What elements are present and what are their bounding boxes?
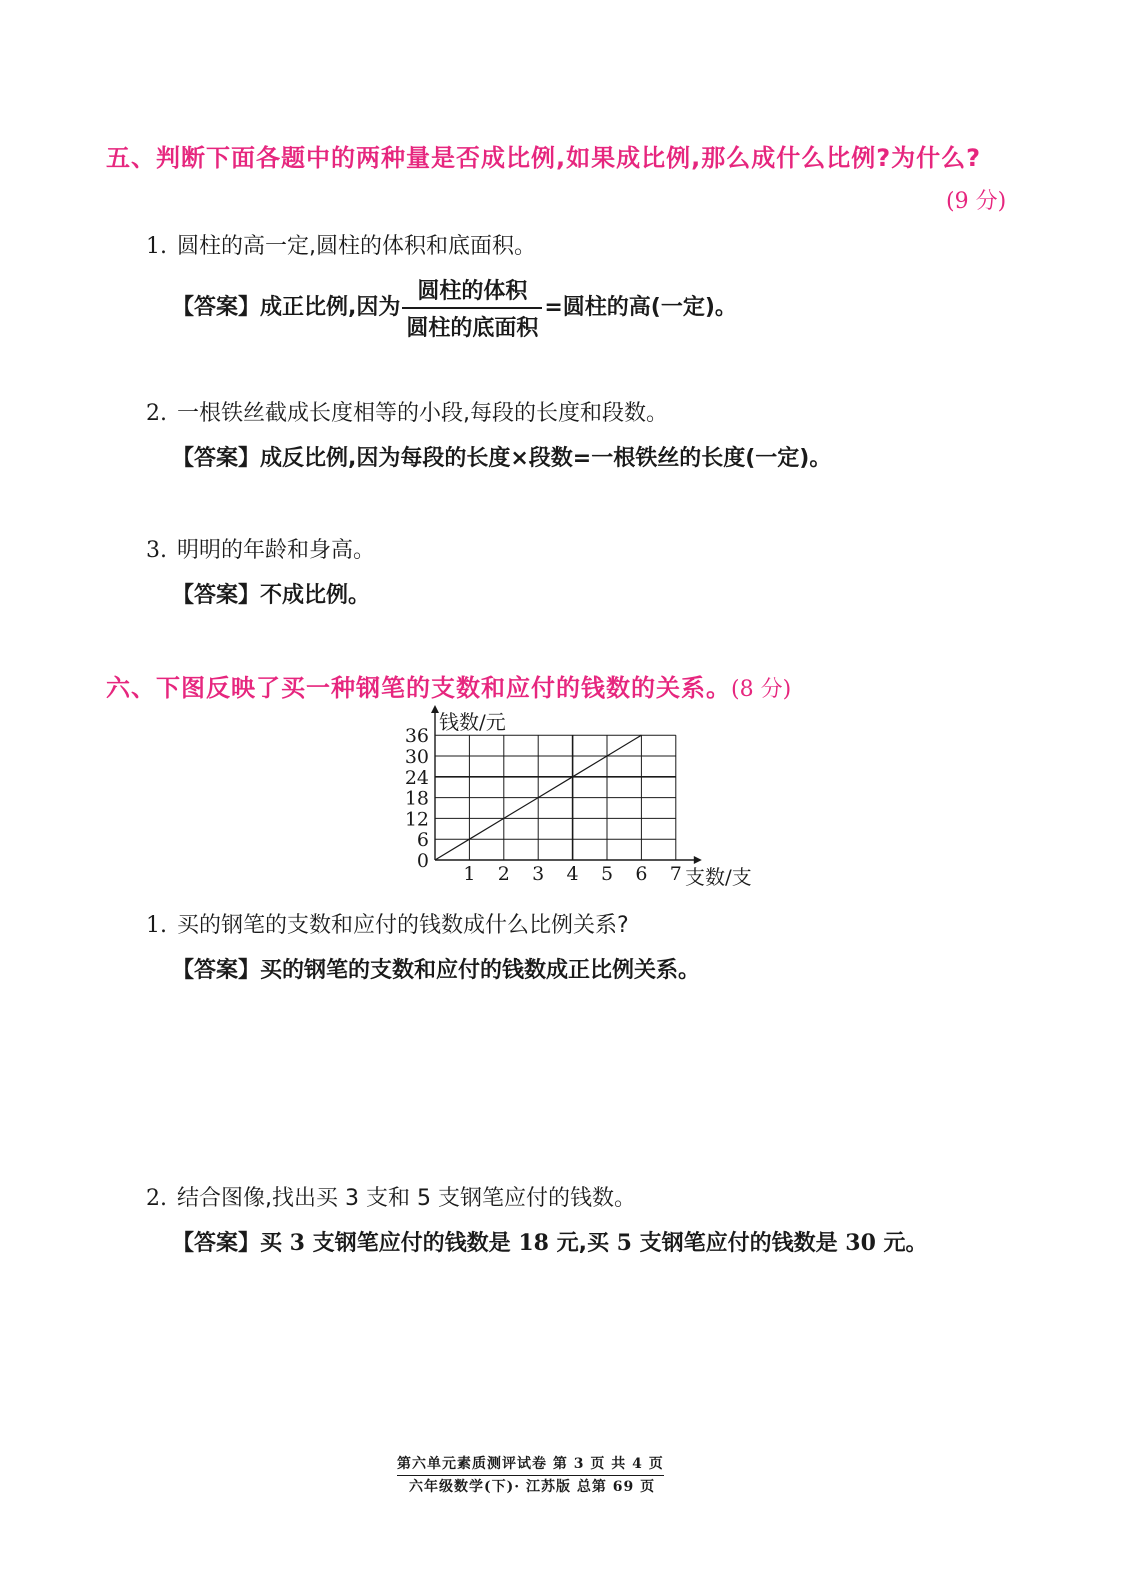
x-tick-label: 1 — [463, 863, 476, 885]
x-tick-label: 7 — [669, 863, 682, 885]
x-axis-arrow — [694, 856, 702, 864]
answer-number: 5 — [616, 1230, 632, 1256]
question-number: 1. — [146, 234, 167, 259]
answer-prefix: 【答案】成正比例,因为 — [172, 295, 401, 320]
question-text: 买的钢笔的支数和应付的钱数成什么比例关系? — [177, 913, 629, 938]
section-6-heading — [106, 668, 791, 703]
s5-answer-1 — [172, 274, 737, 342]
x-tick-label: 5 — [600, 863, 614, 885]
answer-suffix: =圆柱的高(一定)。 — [544, 295, 737, 320]
y-tick-label: 24 — [404, 766, 429, 789]
section-5-score: (9 分) — [946, 189, 1007, 214]
fraction-numerator: 圆柱的体积 — [402, 274, 542, 309]
s5-answer-2: 【答案】成反比例,因为每段的长度×段数=一根铁丝的长度(一定)。 — [172, 446, 832, 471]
y-axis-label: 钱数/元 — [439, 710, 506, 734]
answer-part: 元。 — [875, 1231, 928, 1256]
footer-line-1: 第六单元素质测评试卷 第 3 页 共 4 页 — [397, 1453, 664, 1476]
question-text: 明明的年龄和身高。 — [177, 538, 376, 563]
question-number: 2. — [146, 1186, 167, 1211]
answer-number: 18 — [518, 1230, 549, 1256]
footer-line-2: 六年级数学(下)· 江苏版 总第 69 页 — [409, 1479, 656, 1495]
question-text: 圆柱的高一定,圆柱的体积和底面积。 — [177, 234, 536, 259]
s5-question-2 — [146, 396, 668, 427]
answer-part: 元,买 — [548, 1231, 617, 1256]
x-tick-label: 3 — [532, 863, 545, 885]
answer-part: 支钢笔应付的钱数是 — [631, 1231, 846, 1256]
chart-grid — [435, 735, 676, 860]
s6-answer-2 — [172, 1226, 928, 1257]
s6-question-2 — [146, 1181, 636, 1212]
y-tick-label: 18 — [404, 787, 429, 810]
section-6-score: (8 分) — [731, 677, 792, 702]
x-tick-label: 4 — [566, 863, 579, 885]
s5-question-3 — [146, 533, 375, 564]
section-6-title: 六、下图反映了买一种钢笔的支数和应付的钱数的关系。 — [106, 674, 731, 702]
line-chart — [395, 705, 775, 895]
answer-part: 【答案】买 — [172, 1231, 290, 1256]
s6-answer-1: 【答案】买的钢笔的支数和应付的钱数成正比例关系。 — [172, 958, 701, 983]
fraction — [402, 274, 542, 342]
question-number: 2. — [146, 401, 167, 426]
y-tick-label: 6 — [416, 829, 429, 852]
answer-number: 30 — [845, 1230, 876, 1256]
x-tick-label: 6 — [635, 863, 648, 885]
s6-question-1 — [146, 908, 629, 939]
s5-answer-3: 【答案】不成比例。 — [172, 583, 371, 608]
question-number: 1. — [146, 913, 167, 938]
question-text: 一根铁丝截成长度相等的小段,每段的长度和段数。 — [177, 401, 668, 426]
y-tick-label: 0 — [416, 850, 429, 872]
fraction-denominator: 圆柱的底面积 — [406, 316, 539, 341]
x-tick-label: 2 — [497, 863, 510, 885]
x-axis-label: 支数/支 — [685, 865, 752, 889]
answer-number: 3 — [289, 1230, 305, 1256]
section-5-title: 五、判断下面各题中的两种量是否成比例,如果成比例,那么成什么比例?为什么? — [106, 144, 982, 172]
y-tick-label: 30 — [404, 746, 429, 768]
y-axis-arrow — [431, 705, 439, 713]
answer-part: 支钢笔应付的钱数是 — [304, 1231, 519, 1256]
chart-tick-labels — [405, 725, 682, 885]
question-number: 3. — [146, 538, 167, 563]
y-tick-label: 36 — [404, 725, 429, 748]
question-text: 结合图像,找出买 3 支和 5 支钢笔应付的钱数。 — [177, 1186, 636, 1211]
s5-question-1 — [146, 229, 536, 260]
y-tick-label: 12 — [404, 808, 429, 831]
